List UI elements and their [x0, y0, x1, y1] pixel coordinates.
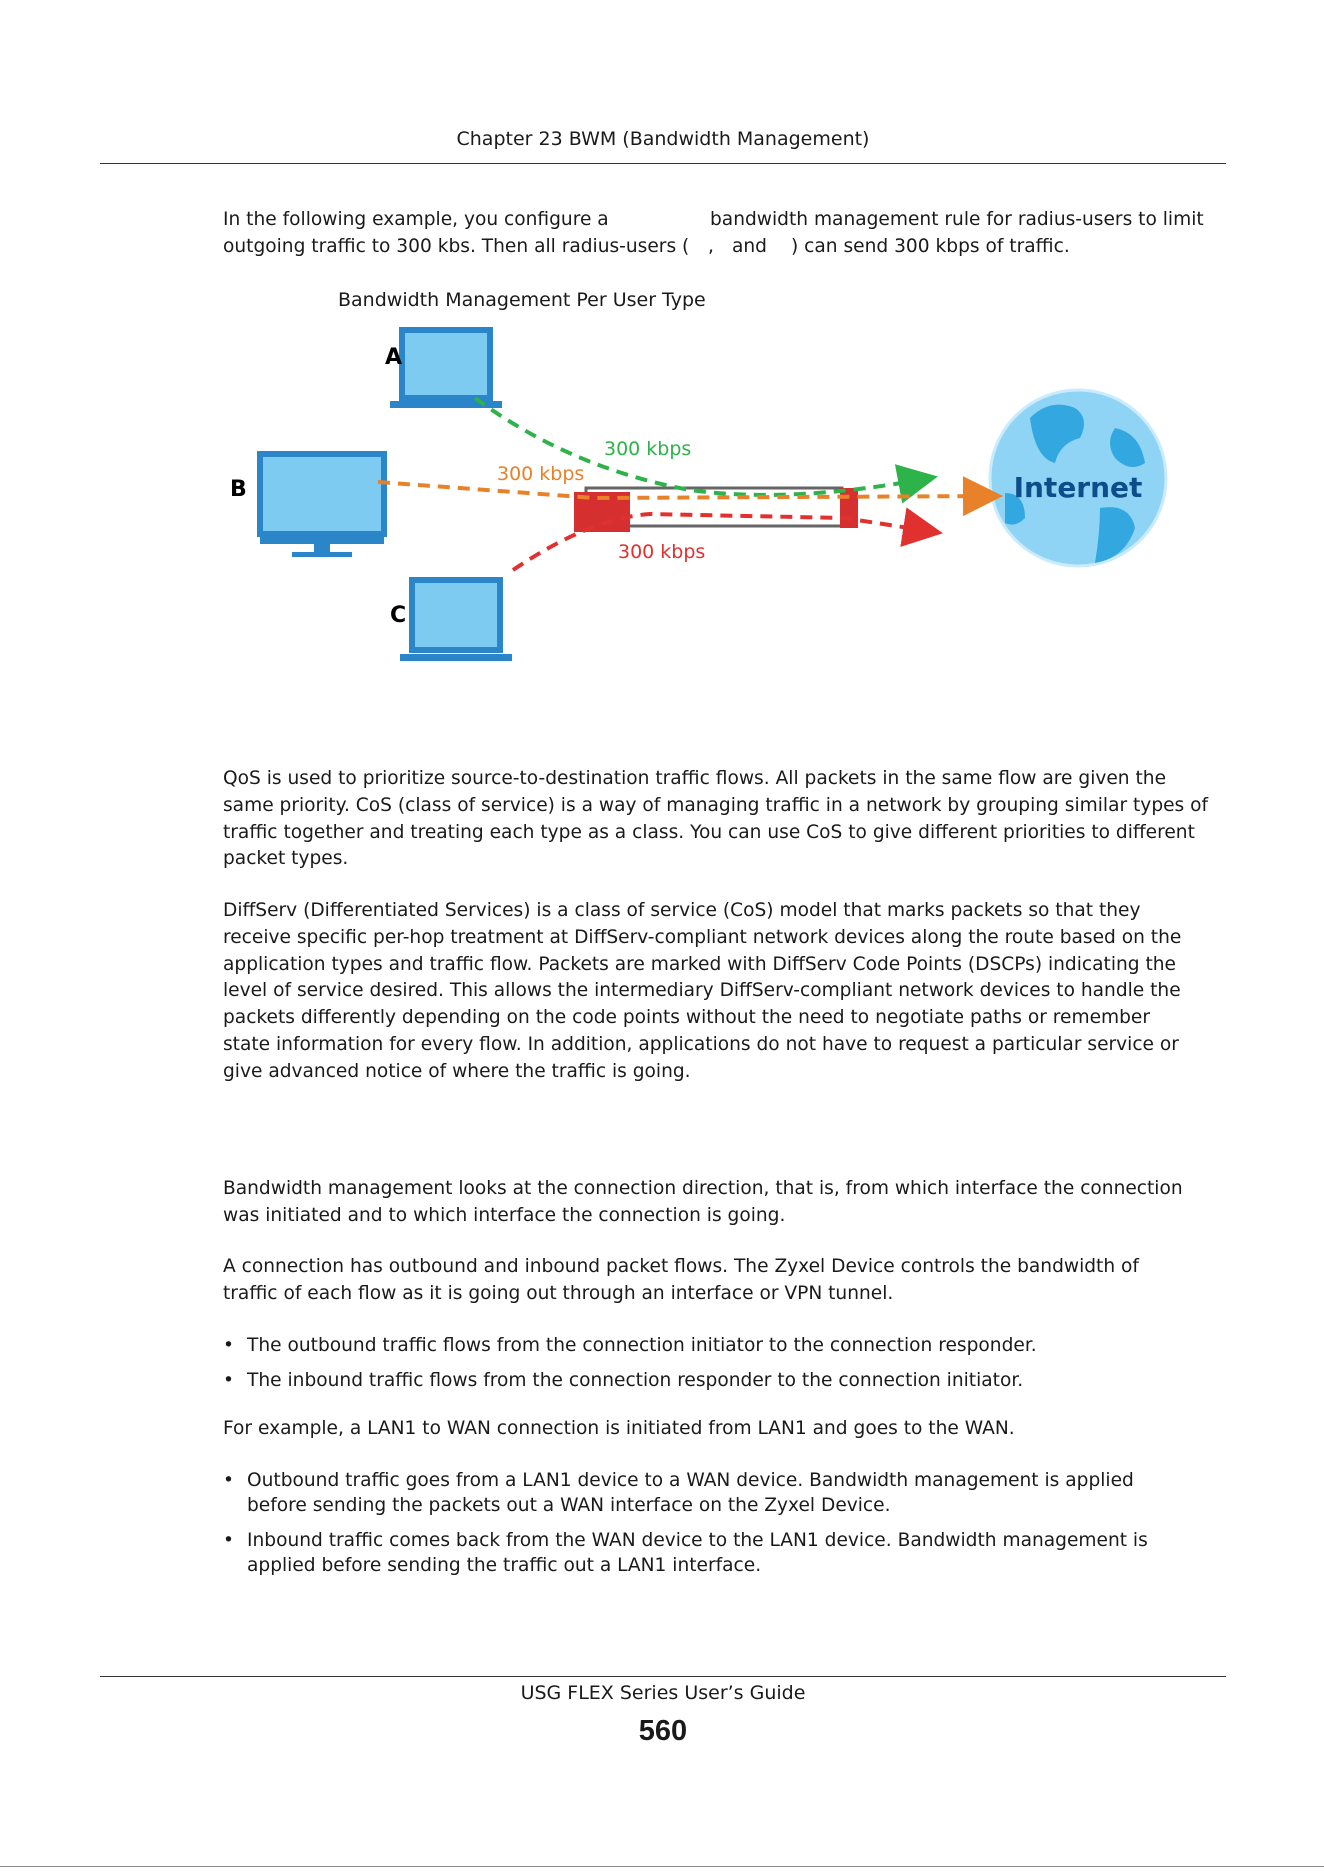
- diffserv-paragraph: [223, 898, 1228, 1086]
- rate-c-label: 300 kbps: [618, 541, 706, 563]
- diffserv-line: packets differently depending on the code points without the need to negotiate paths or remember: [223, 1007, 1151, 1029]
- qos-line: same priority. CoS (class of service) is a way of managing traffic in a network by grouping similar types of: [223, 794, 1209, 816]
- rate-a-label: 300 kbps: [604, 438, 692, 460]
- qos-paragraph: [223, 766, 1228, 873]
- flows-paragraph: [223, 1254, 1228, 1308]
- intro-line1-b: bandwidth management rule for radius-users to limit: [710, 209, 1204, 230]
- intro-paragraph: [223, 207, 1228, 261]
- bullet-text: applied before sending the traffic out a LAN1 interface.: [247, 1555, 762, 1576]
- qos-line: QoS is used to prioritize source-to-destination traffic flows. All packets in the same flow are given the: [223, 768, 1167, 789]
- guide-title: USG FLEX Series User’s Guide: [520, 1682, 806, 1704]
- direction-line: was initiated and to which interface the connection is going.: [223, 1204, 786, 1226]
- bullet-text: The inbound traffic flows from the connection responder to the connection initiator.: [247, 1370, 1024, 1391]
- bullet-dot: •: [223, 1470, 234, 1491]
- label-a: A: [385, 345, 403, 370]
- intro-line2-c: and: [732, 236, 767, 257]
- diffserv-line: DiffServ (Differentiated Services) is a class of service (CoS) model that marks packets so that they: [223, 900, 1141, 921]
- rate-b-label: 300 kbps: [497, 463, 585, 485]
- qos-line: traffic together and treating each type as a class. You can use CoS to give different priorities to different: [223, 821, 1195, 843]
- intro-line2-b: ,: [708, 236, 714, 257]
- bullet-text: Outbound traffic goes from a LAN1 device to a WAN device. Bandwidth management is applied: [247, 1470, 1134, 1491]
- intro-line2-d: ) can send 300 kbps of traffic.: [791, 236, 1070, 257]
- flows-line: A connection has outbound and inbound packet flows. The Zyxel Device controls the bandwidth of: [223, 1256, 1139, 1277]
- bullet-dot: •: [223, 1335, 234, 1356]
- bullet-text: Inbound traffic comes back from the WAN device to the LAN1 device. Bandwidth management is: [247, 1530, 1148, 1551]
- diffserv-line: level of service desired. This allows the intermediary DiffServ-compliant network devices to handle the: [223, 980, 1181, 1002]
- laptop-a-icon: [390, 330, 502, 408]
- example-paragraph: [223, 1416, 1228, 1443]
- internet-label: Internet: [1013, 471, 1143, 504]
- figure-title: Bandwidth Management Per User Type: [338, 289, 706, 311]
- page-bottom-line: [0, 1866, 1324, 1867]
- desktop-b-icon: [260, 454, 384, 557]
- bullet-dot: •: [223, 1530, 234, 1551]
- header-rule: [100, 163, 1226, 164]
- bullet-dot: •: [223, 1370, 234, 1391]
- example-line: For example, a LAN1 to WAN connection is initiated from LAN1 and goes to the WAN.: [223, 1418, 1015, 1439]
- bullet-text: before sending the packets out a WAN interface on the Zyxel Device.: [247, 1495, 891, 1516]
- diffserv-line: state information for every flow. In addition, applications do not have to request a particular service or: [223, 1033, 1179, 1055]
- diffserv-line: give advanced notice of where the traffic is going.: [223, 1060, 691, 1082]
- flows-line: traffic of each flow as it is going out through an interface or VPN tunnel.: [223, 1282, 894, 1304]
- direction-line: Bandwidth management looks at the connection direction, that is, from which interface the connection: [223, 1178, 1183, 1199]
- page-number: 560: [638, 1715, 688, 1747]
- diffserv-line: application types and traffic flow. Packets are marked with DiffServ Code Points (DSCPs) indicating the: [223, 953, 1176, 975]
- intro-line2-a: outgoing traffic to 300 kbs. Then all radius-users (: [223, 236, 690, 257]
- bullet-text: The outbound traffic flows from the connection initiator to the connection responder.: [247, 1335, 1037, 1356]
- chapter-header: Chapter 23 BWM (Bandwidth Management): [456, 128, 870, 150]
- label-c: C: [390, 603, 407, 628]
- bandwidth-diagram: [230, 318, 1190, 678]
- label-b: B: [230, 477, 247, 502]
- laptop-c-icon: [400, 580, 512, 661]
- direction-paragraph: [223, 1176, 1228, 1230]
- diffserv-line: receive specific per-hop treatment at DiffServ-compliant network devices along the route based on the: [223, 926, 1182, 948]
- intro-line1-a: In the following example, you configure a: [223, 209, 609, 230]
- qos-line: packet types.: [223, 848, 349, 870]
